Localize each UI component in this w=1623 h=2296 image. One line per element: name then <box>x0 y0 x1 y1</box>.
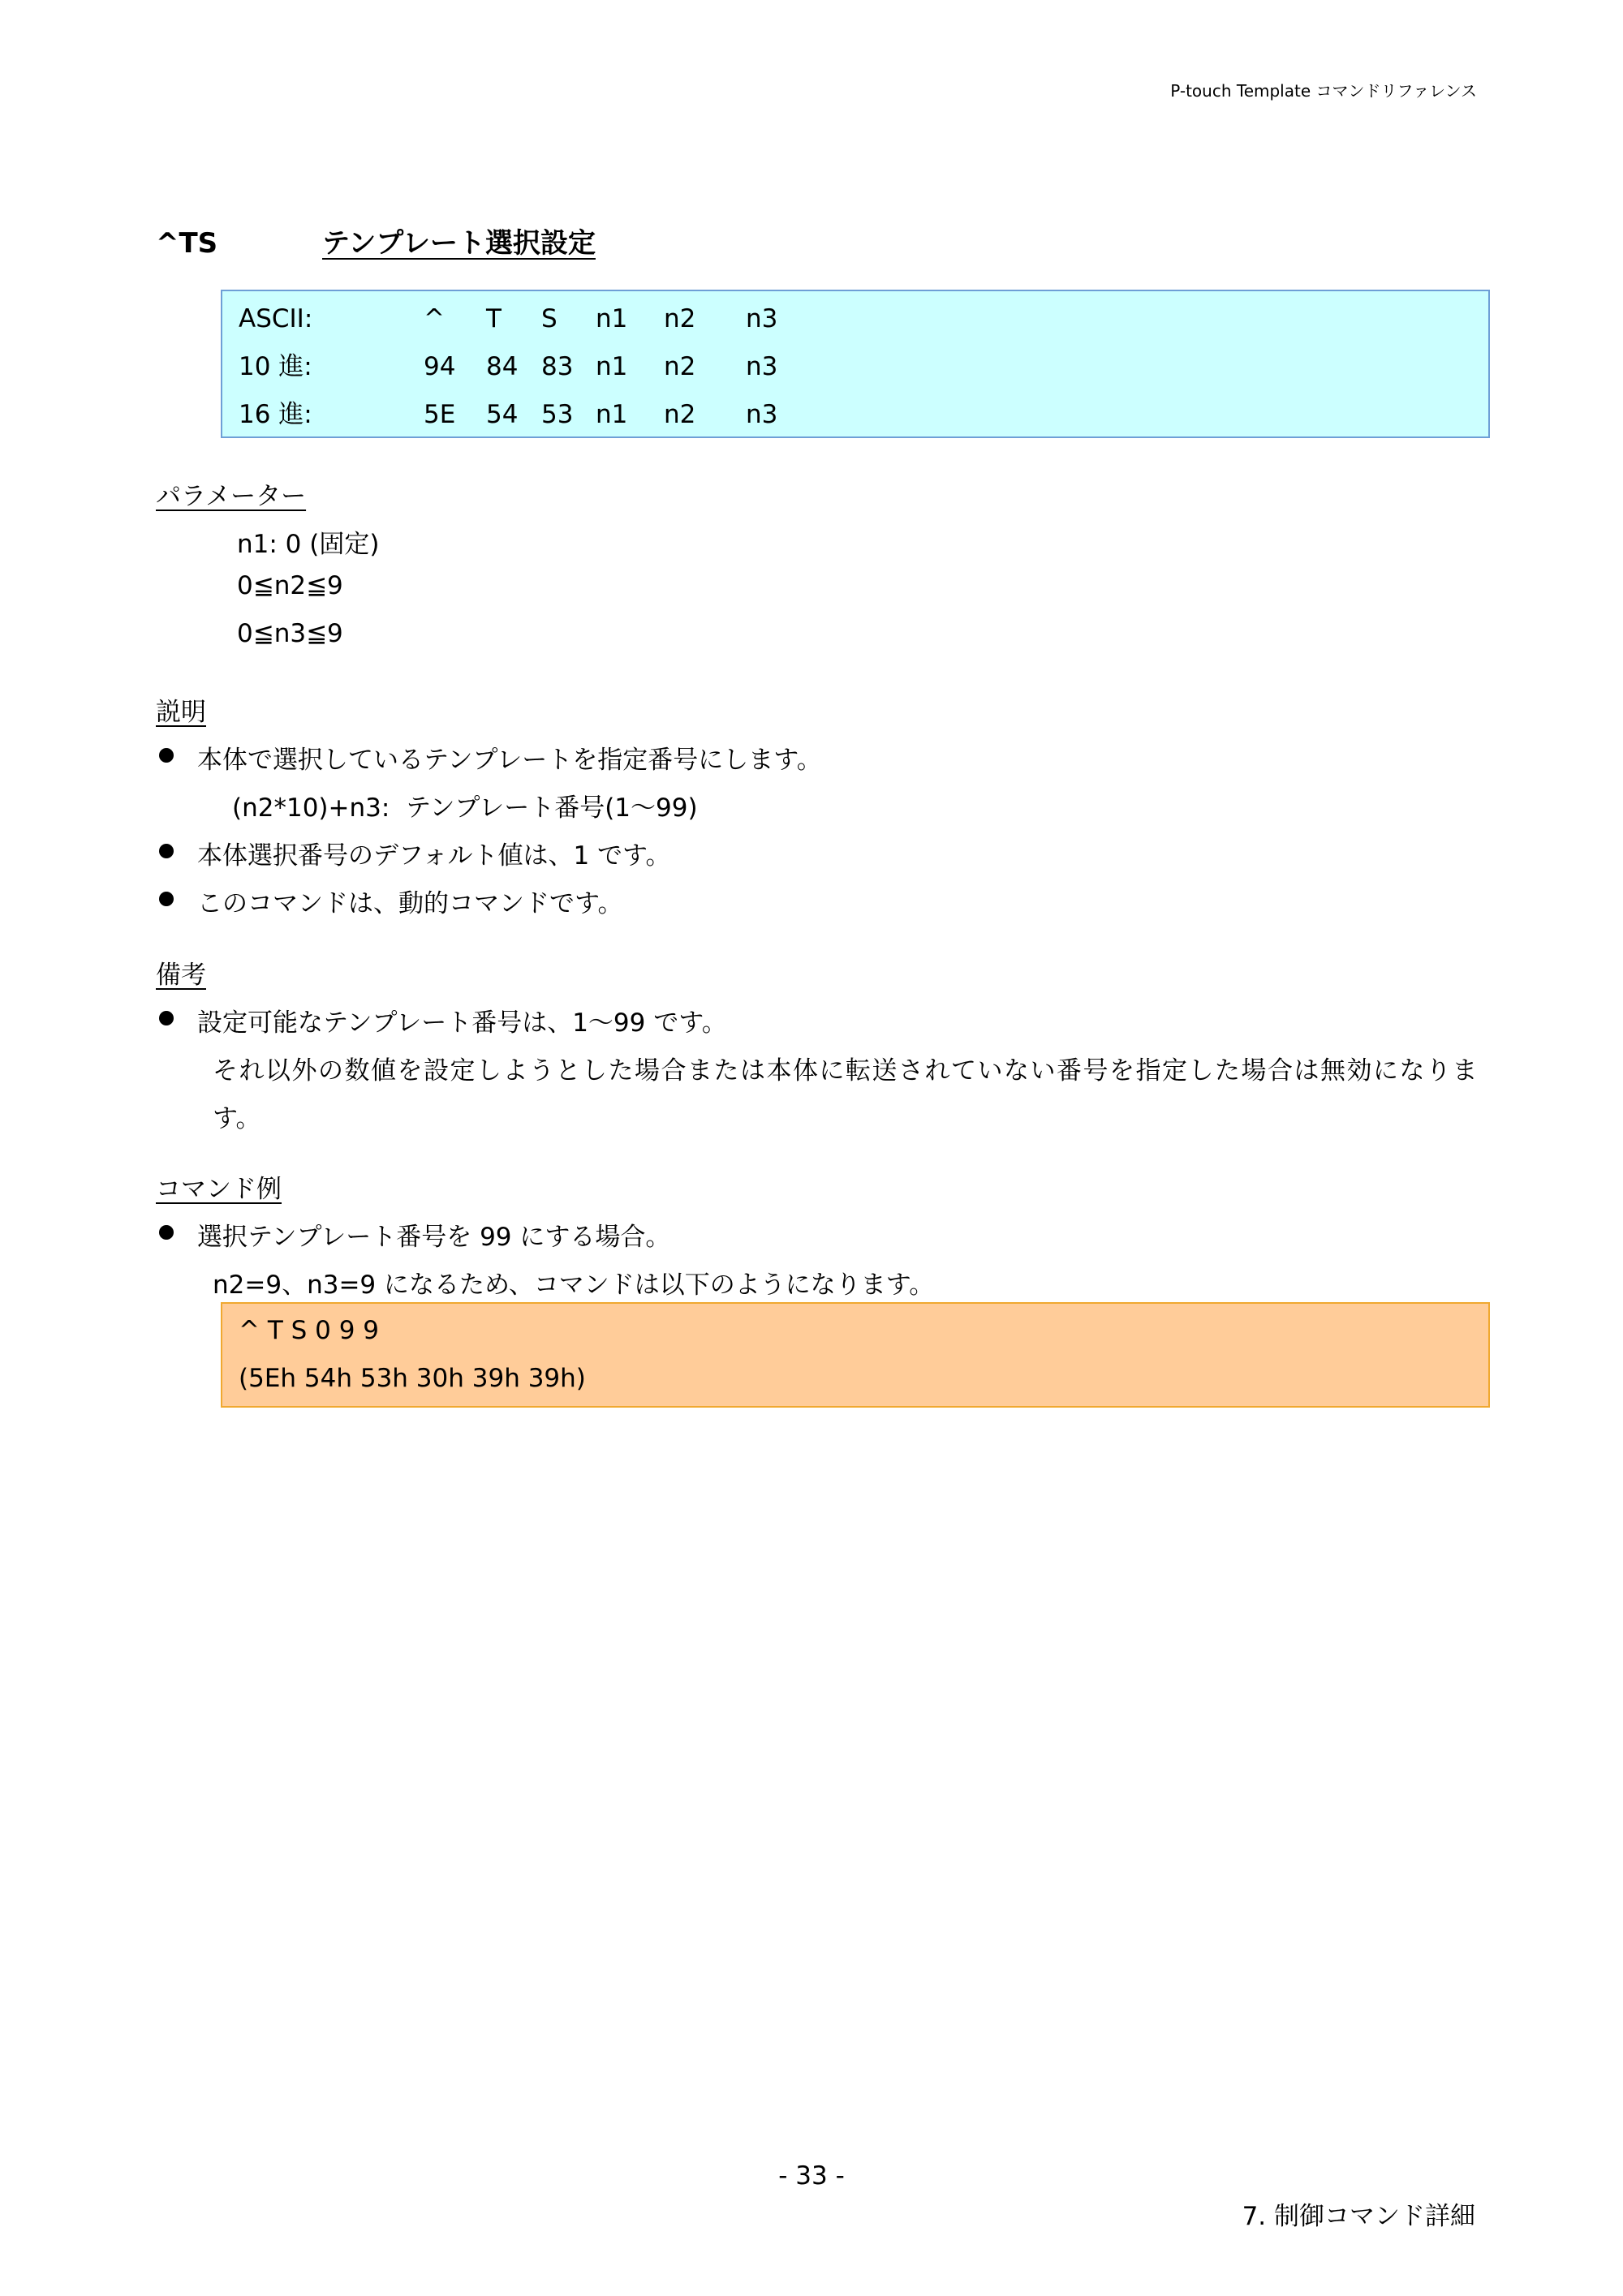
code-cell: n3 <box>746 352 778 381</box>
bullet-icon <box>159 892 174 906</box>
command-code: ^TS <box>156 227 218 260</box>
description-bullet: 本体選択番号のデフォルト値は、1 です。 <box>197 841 671 871</box>
code-row-label: 16 進: <box>239 400 312 429</box>
command-code-table <box>221 290 1490 438</box>
command-name: テンプレート選択設定 <box>322 227 596 260</box>
bullet-icon <box>159 1011 174 1025</box>
code-cell: ^ <box>424 304 445 333</box>
remarks-bullet: 設定可能なテンプレート番号は、1〜99 です。 <box>197 1008 727 1038</box>
example-bullet: 選択テンプレート番号を 99 にする場合。 <box>197 1223 671 1252</box>
code-cell: S <box>541 304 558 333</box>
code-cell: n1 <box>596 400 628 429</box>
remarks-text: す。 <box>213 1104 261 1133</box>
code-cell: n2 <box>664 352 696 381</box>
code-cell: n2 <box>664 400 696 429</box>
code-cell: T <box>486 304 502 333</box>
description-formula: (n2*10)+n3: テンプレート番号(1〜99) <box>232 793 698 823</box>
code-cell: 84 <box>486 352 519 381</box>
parameter-item: 0≦n3≦9 <box>237 619 343 648</box>
code-cell: 94 <box>424 352 456 381</box>
code-cell: 54 <box>486 400 519 429</box>
remarks-text: それ以外の数値を設定しようとした場合または本体に転送されていない番号を指定した場合は無効になりま <box>213 1056 1479 1086</box>
example-heading: コマンド例 <box>156 1175 282 1204</box>
example-code-ascii: ^ T S 0 9 9 <box>239 1316 380 1345</box>
page-number: - 33 - <box>778 2161 845 2191</box>
command-title <box>156 221 596 260</box>
example-code-hex: (5Eh 54h 53h 30h 39h 39h) <box>239 1364 586 1393</box>
document-footer: 7. 制御コマンド詳細 <box>1242 2202 1475 2231</box>
code-cell: 5E <box>424 400 456 429</box>
parameter-item: n1: 0 (固定) <box>237 530 380 559</box>
parameter-item: 0≦n2≦9 <box>237 571 343 600</box>
code-row-label: ASCII: <box>239 304 313 333</box>
remarks-heading: 備考 <box>156 961 206 990</box>
code-cell: 53 <box>541 400 574 429</box>
code-row-label: 10 進: <box>239 352 312 381</box>
example-text: n2=9、n3=9 になるため、コマンドは以下のようになります。 <box>213 1271 935 1300</box>
code-cell: 83 <box>541 352 574 381</box>
code-cell: n1 <box>596 304 628 333</box>
description-heading: 説明 <box>156 698 206 727</box>
code-cell: n1 <box>596 352 628 381</box>
parameters-heading: パラメーター <box>156 482 307 511</box>
code-cell: n3 <box>746 304 778 333</box>
bullet-icon <box>159 748 174 763</box>
bullet-icon <box>159 844 174 858</box>
description-bullet: このコマンドは、動的コマンドです。 <box>197 889 623 918</box>
document-header: P-touch Template コマンドリファレンス <box>1170 81 1477 101</box>
code-cell: n2 <box>664 304 696 333</box>
bullet-icon <box>159 1225 174 1240</box>
code-cell: n3 <box>746 400 778 429</box>
example-code-box <box>221 1302 1490 1408</box>
description-bullet: 本体で選択しているテンプレートを指定番号にします。 <box>197 746 822 775</box>
